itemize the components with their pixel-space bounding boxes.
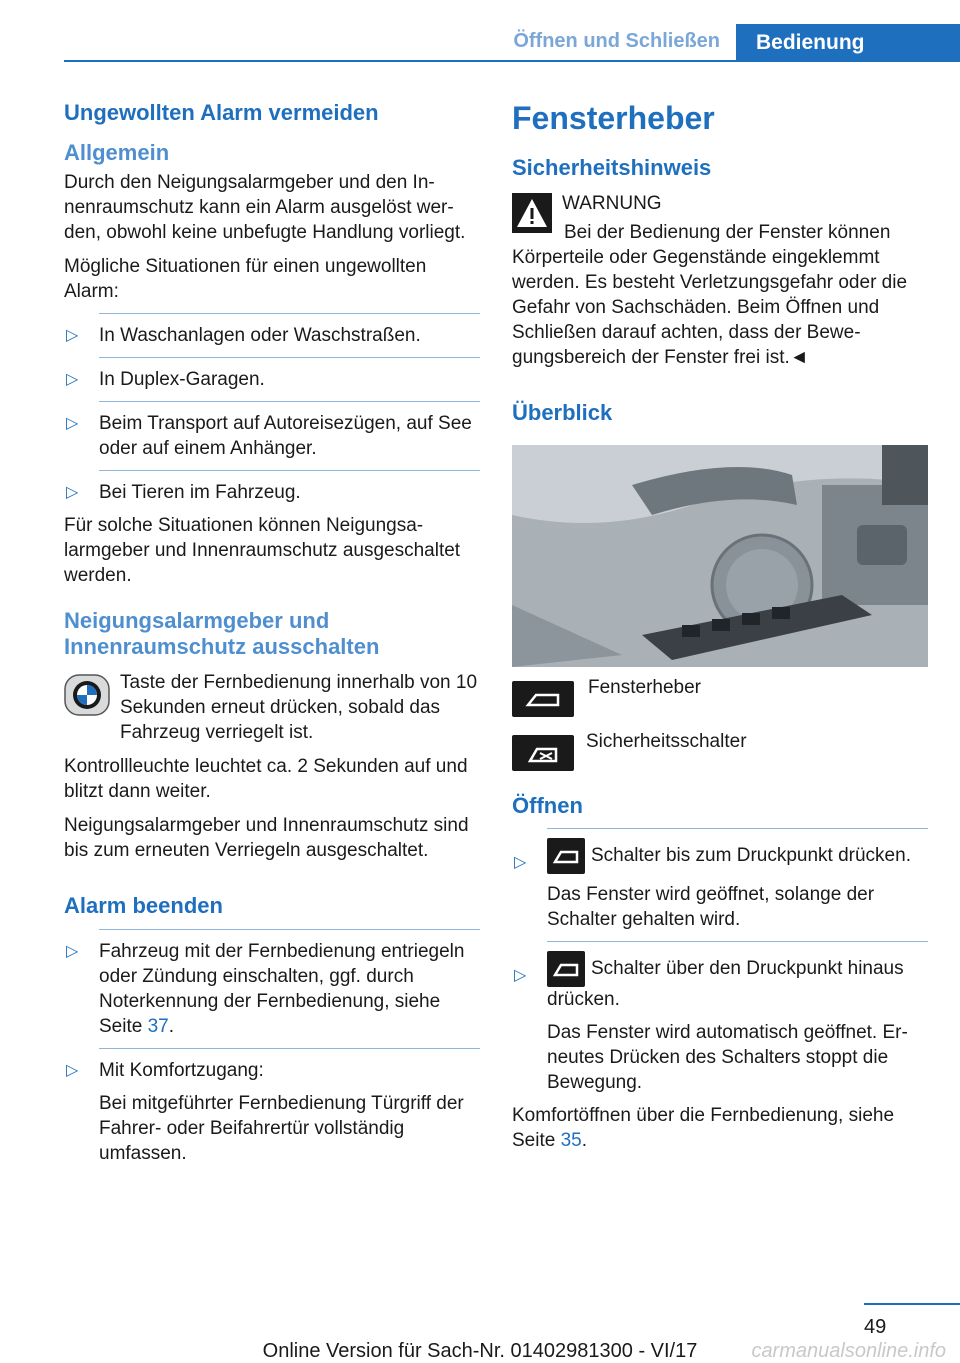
footer-online-version: Online Version für Sach-Nr. 01402981300 - VI/17 xyxy=(262,1340,698,1362)
page-link[interactable]: 37 xyxy=(147,1015,169,1037)
header-rule xyxy=(64,60,960,62)
list-divider xyxy=(99,313,480,314)
list-item: ▷ In Duplex-Garagen. xyxy=(64,357,480,392)
remote-key-instruction xyxy=(64,670,480,745)
triangle-bullet-icon: ▷ xyxy=(66,371,79,389)
heading-ueberblick: Überblick xyxy=(512,400,613,426)
warning-triangle-icon xyxy=(512,193,552,233)
right-column xyxy=(512,100,928,1162)
list-item: ▷ Fahrzeug mit der Fernbedienung entriegeln oder Zündung einschalten, ggf. durch Noterkennung der Fernbedienung, siehe Seite 37. xyxy=(64,929,480,1039)
heading-allgemein: Allgemein xyxy=(64,140,170,166)
label-sicherheitsschalter: Sicherheitsschalter xyxy=(586,730,747,752)
page-number: 49 xyxy=(864,1316,887,1338)
paragraph-kontrollleuchte: Kontrollleuchte leuchtet ca. 2 Sekunden auf und blitzt dann weiter. xyxy=(64,756,468,803)
triangle-bullet-icon: ▷ xyxy=(66,942,79,960)
warning-text: Bei der Bedienung der Fenster können Körperteile oder Gegenstände eingeklemmt werden. Es besteht Verletzungsgefahr oder die Gefahr von Sachschäden. Beim Öffnen und Schließen darauf achten, dass der Bewegungsbereich der Fenster frei ist.◄ xyxy=(512,222,908,369)
situations-list xyxy=(64,313,480,505)
legend-fensterheber xyxy=(512,676,928,717)
heading-sicherheitshinweis: Sicherheitshinweis xyxy=(512,155,712,180)
triangle-bullet-icon: ▷ xyxy=(514,854,527,872)
list-divider xyxy=(99,1048,480,1049)
triangle-bullet-icon: ▷ xyxy=(66,484,79,502)
list-item: ▷ Schalter über den Druckpunkt hinaus drücken. Das Fenster wird automatisch geöffnet. Erneutes Drücken des Schalters stoppt die Bewegung. xyxy=(512,941,928,1095)
list-item: ▷ Schalter bis zum Druckpunkt drücken. Das Fenster wird geöffnet, solange der Schalter gehalten wird. xyxy=(512,828,928,932)
safety-switch-icon xyxy=(512,735,574,771)
bmw-key-button-icon xyxy=(64,674,110,716)
heading-ungewollten-alarm: Ungewollten Alarm vermeiden xyxy=(64,100,379,125)
paragraph-situations-intro: Mögliche Situationen für einen ungewollten Alarm: xyxy=(64,256,427,303)
window-switch-icon xyxy=(547,838,585,874)
list-divider xyxy=(547,941,928,942)
paragraph-deactivate: Für solche Situationen können Neigungsalarmgeber und Innenraumschutz ausgeschaltet werden. xyxy=(64,515,461,587)
label-fensterheber: Fensterheber xyxy=(588,676,702,698)
paragraph-komfortoeffnen: Komfortöffnen über die Fernbedienung, siehe Seite 35. xyxy=(512,1105,895,1152)
beenden-list xyxy=(64,929,480,1166)
paragraph-neigungsalarm-status: Neigungsalarmgeber und Innenraumschutz sind bis zum erneuten Verriegeln ausgeschaltet. xyxy=(64,815,469,862)
list-item: ▷ In Waschanlagen oder Waschstraßen. xyxy=(64,313,480,348)
door-panel-illustration xyxy=(512,445,928,667)
footer-rule xyxy=(864,1303,960,1305)
triangle-bullet-icon: ▷ xyxy=(514,967,527,985)
left-column xyxy=(64,100,480,1174)
list-item: ▷ Mit Komfortzugang: Bei mitgeführter Fernbedienung Türgriff der Fahrer- oder Beifahrertür vollständig umfassen. xyxy=(64,1048,480,1166)
running-header-tab: Bedienung xyxy=(736,24,960,62)
heading-oeffnen: Öffnen xyxy=(512,792,583,818)
heading-ausschalten: Neigungsalarmgeber und Innenraumschutz ausschalten xyxy=(64,608,380,660)
heading-alarm-beenden: Alarm beenden xyxy=(64,893,223,919)
window-switch-icon xyxy=(547,951,585,987)
oeffnen-list xyxy=(512,828,928,1095)
running-header-section: Öffnen und Schließen xyxy=(513,30,720,52)
list-divider xyxy=(99,401,480,402)
triangle-bullet-icon: ▷ xyxy=(66,327,79,345)
triangle-bullet-icon: ▷ xyxy=(66,1061,79,1079)
list-item: ▷ Beim Transport auf Autoreisezügen, auf See oder auf einem Anhänger. xyxy=(64,401,480,461)
list-divider xyxy=(99,929,480,930)
heading-fensterheber: Fensterheber xyxy=(512,100,715,136)
triangle-bullet-icon: ▷ xyxy=(66,415,79,433)
warning-block xyxy=(512,191,928,216)
watermark: carmanualsonline.info xyxy=(751,1340,946,1362)
window-switch-icon xyxy=(512,681,574,717)
warning-title: WARNUNG xyxy=(562,193,662,215)
paragraph-taste: Taste der Fernbedienung innerhalb von 10 Sekunden erneut drücken, sobald das Fahrzeug verriegelt ist. xyxy=(120,672,478,744)
legend-sicherheitsschalter xyxy=(512,730,928,771)
list-divider xyxy=(547,828,928,829)
paragraph-intro: Durch den Neigungsalarmgeber und den Innenraumschutz kann ein Alarm ausgelöst werden, obwohl keine unbefugte Handlung vorliegt. xyxy=(64,172,466,244)
list-item: ▷ Bei Tieren im Fahrzeug. xyxy=(64,470,480,505)
list-divider xyxy=(99,470,480,471)
door-panel-photo xyxy=(512,445,928,667)
list-divider xyxy=(99,357,480,358)
page-link[interactable]: 35 xyxy=(560,1130,582,1152)
